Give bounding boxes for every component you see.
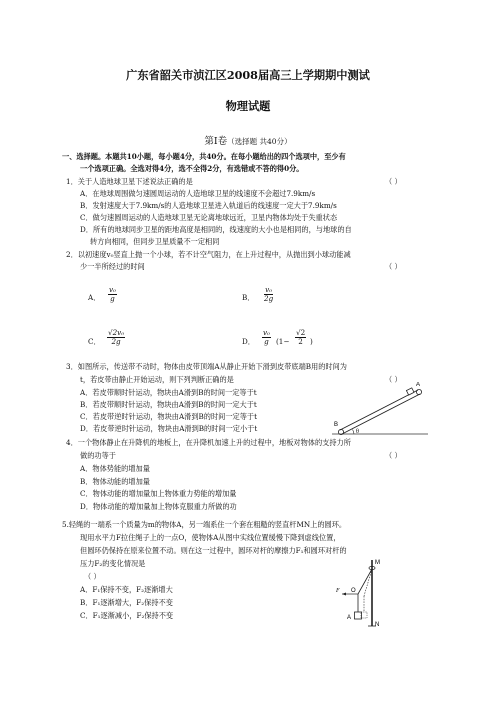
q1-option-d-cont: 转方向相同，但同步卫星质量不一定相同: [90, 237, 220, 246]
q2-formula-b: [264, 286, 273, 303]
part-heading-title: 第Ⅰ卷: [204, 136, 228, 147]
q2-answer-paren: （ ）: [385, 262, 402, 271]
q2-formula-d: [262, 329, 271, 346]
instructions-line-1: 一、选择题。本题共10小题，每小题4分，共40分。在每小题给出的四个选项中，至少有: [62, 152, 346, 161]
q1-option-c: C．做匀速圆周运动的人造地球卫星无论离地球远近，卫星内物体均处于失重状态: [80, 213, 338, 222]
document-subtitle: 物理试题: [225, 99, 271, 113]
part-heading-note: （选择题 共40分）: [227, 137, 292, 146]
q2-option-c: C．: [88, 337, 101, 346]
q3-option-a: A．若皮带顺时针运动，物块由A滑到B的时间一定等于t: [80, 388, 257, 397]
q2-c-denominator: 2g: [111, 337, 121, 346]
q2-d-paren-open: (1−: [276, 337, 290, 346]
q2-formula-d-inner: [295, 329, 306, 346]
figure-label-n: N: [375, 622, 380, 628]
q4-stem-1: 4．一个物体静止在升降机的地板上，在升降机加速上升的过程中，地板对物体的支持力所: [66, 438, 351, 447]
figure-label-theta: θ: [356, 429, 359, 435]
q2-d-paren-close: ): [310, 337, 313, 346]
q2-formula-a: [108, 286, 117, 303]
ring-rod-figure: [332, 556, 392, 628]
document-title: 广东省韶关市浈江区2008届高三上学期期中测试: [126, 68, 370, 82]
q2-option-d: D．: [242, 337, 255, 346]
q2-a-denominator: g: [110, 294, 115, 303]
q2-stem-2: 少一半所经过的时间: [80, 262, 145, 271]
q2-stem-1: 2．以初速度v₀竖直上抛一个小球，若不计空气阻力，在上升过程中，从抛出到小球动能减: [66, 250, 351, 259]
figure-label-o: O: [351, 588, 356, 594]
conveyor-belt-figure: [330, 382, 430, 438]
q5-stem-1: 5.轻绳的一端系一个质量为m的物体A，另一端系住一个套在粗糙的竖直杆MN上的圆环。: [62, 520, 347, 529]
q2-formula-c: [107, 329, 125, 346]
q2-b-numerator: v₀: [265, 285, 273, 294]
q5-stem-2: 现用水平力F拉住绳子上的一点O，使物体A从图中实线位置缓慢下降到虚线位置，: [80, 533, 341, 542]
figure-label-a: A: [347, 615, 352, 621]
q4-option-b: B．物体动能的增加量: [80, 477, 150, 486]
q1-option-d: D．所有的地球同步卫星的距地高度是相同的，线速度的大小也是相同的，与地球的自: [80, 225, 352, 234]
q5-option-c: C．F₁逐渐减小，F₂保持不变: [80, 611, 174, 620]
figure-label-f: F: [336, 588, 340, 594]
q1-answer-paren: （ ）: [385, 177, 402, 186]
q4-option-a: A．物体势能的增加量: [80, 464, 150, 473]
q3-option-c: C．若皮带逆时针运动，物块由A滑到B的时间一定等于t: [80, 412, 257, 421]
q4-option-d: D．物体动能的增加量加上物体克服重力所做的功: [80, 502, 237, 511]
q2-d-inner-denominator: 2: [298, 337, 303, 346]
q2-d-inner-numerator: √2: [296, 328, 306, 337]
q2-c-numerator: √2v₀: [108, 328, 125, 337]
q5-stem-3: 但圆环仍保持在原来位置不动。则在这一过程中，圆环对杆的摩擦力F₁和圆环对杆的: [80, 546, 347, 555]
q2-b-denominator: 2g: [264, 294, 274, 303]
q4-answer-paren: （ ）: [385, 451, 402, 460]
q3-stem-2: t，若皮带由静止开始运动，则下列判断正确的是: [80, 375, 234, 384]
q3-option-d: D．若皮带逆时针运动，物块由A滑到B的时间一定小于t: [80, 424, 258, 433]
q5-option-b: B．F₁逐渐增大，F₂保持不变: [80, 598, 173, 607]
q2-a-numerator: v₀: [109, 285, 116, 294]
q5-answer-paren: （ ）: [84, 572, 101, 581]
q1-option-a: A．在地球周围做匀速圆周运动的人造地球卫星的线速度不会超过7.9km/s: [80, 189, 316, 198]
q3-option-b: B．若皮带顺时针运动，物块由A滑到B的时间一定大于t: [80, 400, 257, 409]
q1-stem: 1．关于人造地球卫星下述说法正确的是: [66, 177, 193, 186]
q2-option-a: A．: [88, 293, 101, 302]
instructions-line-2: 一个选项正确。全选对得4分，选不全得2分，有选错或不答的得0分。: [80, 164, 304, 173]
figure-label-a: A: [416, 382, 421, 388]
q2-d-numerator: v₀: [263, 328, 270, 337]
q3-answer-paren: （ ）: [385, 375, 402, 384]
q4-stem-2: 做的功等于: [80, 451, 116, 460]
q5-stem-4: 压力F₂的变化情况是: [80, 559, 146, 568]
q4-option-c: C．物体动能的增加量加上物体重力势能的增加量: [80, 489, 237, 498]
figure-label-m: M: [375, 560, 380, 566]
part-heading: [0, 133, 496, 147]
q2-d-denominator: g: [264, 337, 269, 346]
q2-option-b: B．: [242, 293, 255, 302]
figure-label-b: B: [334, 422, 339, 428]
q3-stem-1: 3．如图所示，传送带不动时，物体由皮带顶端A从静止开始下滑到皮带底端B用的时间为: [66, 362, 347, 371]
q1-option-b: B．发射速度大于7.9km/s的人造地球卫星进入轨道后的线速度一定大于7.9km/s: [80, 201, 337, 210]
q5-option-a: A．F₁保持不变，F₂逐渐增大: [80, 585, 173, 594]
